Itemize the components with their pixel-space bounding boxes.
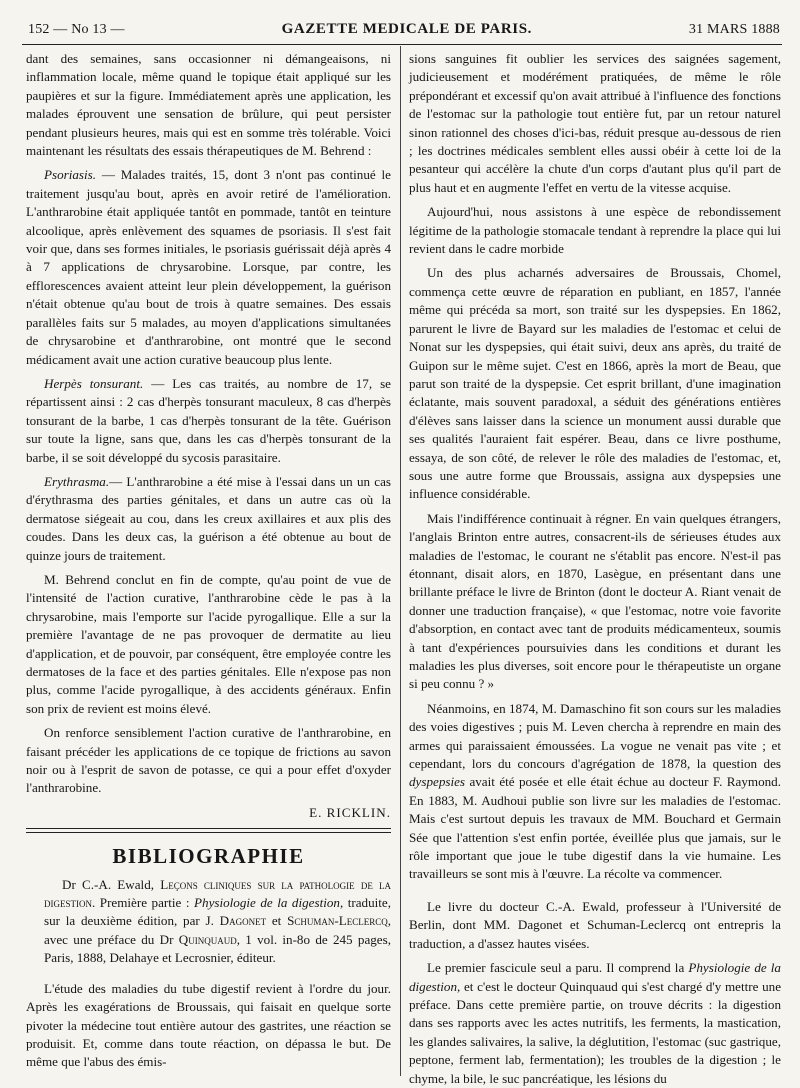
- paragraph-lead: Herpès tonsurant.: [44, 375, 144, 391]
- paragraph: Le livre du docteur C.-A. Ewald, professeur à l'Université de Berlin, dont MM. Dagonet et Schuman-Leclercq ont entrepris la traduction, a d'assez hautes visées.: [409, 898, 781, 951]
- paragraph: Aujourd'hui, nous assistons à une espèce de rebondissement légitime de la pathologie stomacale tendant à reprendre la place qui lui revient dans le cadre morbide: [409, 204, 781, 257]
- section-rule: [26, 832, 391, 833]
- paragraph-erythrasma: [26, 473, 391, 565]
- ref-preface-author: Quinquaud: [178, 931, 237, 947]
- column-divider: [400, 46, 401, 1076]
- paragraph-italic: dyspepsies: [409, 774, 466, 790]
- ref-text: et: [266, 913, 288, 929]
- paragraph-lead: Erythrasma.: [44, 473, 110, 489]
- journal-title: GAZETTE MEDICALE DE PARIS.: [281, 21, 532, 37]
- paragraph: On renforce sensiblement l'action curative de l'anthrarobine, en faisant précéder les applications de ce topique de frictions au savon noir ou à l'esprit de savon de potasse, ce qui a pour effet d'oxyder l'anthrarobine.: [26, 725, 391, 796]
- paragraph: Un des plus acharnés adversaires de Broussais, Chomel, commença cette œuvre de réparation en publiant, en 1857, l'année même qui précéda sa mort, son traité sur les dyspepsies. En 1862, parurent le livre de Bayard sur les maladies de l'estomac et celui de Nonat sur les dyspepsies, qui était suivi, deux ans après, du traité de Guipon sur le même sujet. C'est en 1866, après la mort de Beau, que parut son traité de la dyspepsie. Cet esprit brillant, d'une imagination éclatante, mais souvent paradoxal, a séduit des générations entières d'élèves sans laisser dans la science un monument aussi durable que ses qualités l'auraient fait espérer. Beau, dans ce livre posthume, essaya, de son côté, de relever le rôle des maladies de l'estomac, et, sous une autre forme que Broussais, assigna aux dyspepsies une influence considérable.: [409, 265, 781, 502]
- left-column: [26, 50, 391, 1076]
- paragraph-text: Le premier fascicule seul a paru. Il comprend la: [427, 960, 689, 976]
- paragraph: dant des semaines, sans occasionner ni démangeaisons, ni inflammation locale, même quand le topique était appliqué sur les paupières et sur la figure. Immédiatement après une application, les malades éprouvent une sensation de brûlure, qui peut persister pendant plusieurs heures, mais qui est en somme très tolérable. Voici maintenant les résultats des essais thérapeutiques de M. Behrend :: [26, 51, 391, 159]
- paragraph: [409, 700, 781, 884]
- paragraph-psoriasis: [26, 166, 391, 368]
- page-number: 152 — No 13 —: [28, 22, 125, 37]
- header-rule: [22, 44, 782, 45]
- paragraph: [409, 959, 781, 1088]
- paragraph-text: , et c'est le docteur Quinquaud qui s'est chargé d'y mettre une préface. Dans cette première partie, on trouve décrits : la digestion dans ses rapports avec les actes nutritifs, les ferments, la mastication, les glandes salivaires, la salive, la déglutition, l'estomac (suc gastrique, peptone, ferment lab, fermentation); les troubles de la digestion ; le chyme, la bile, le suc pancréatique, les lésions du: [409, 978, 781, 1086]
- ref-text: , traduite, sur la deuxième édition, par J.: [44, 895, 391, 929]
- paragraph: Mais l'indifférence continuait à régner. En vain quelques étrangers, l'anglais Brinton entre autres, consacrent-ils de sérieuses études aux maladies de l'estomac, le courant ne s'établit pas encore. N'est-il pas étonnant, disait alors, en 1870, Lasègue, en présentant dans une brillante préface le livre de Brinton (dont le docteur A. Riant venait de donner une traduction française), « que l'estomac, notre voie favorite d'absorption, en contact avec tant de produits médicamenteux, soumis à tant d'expériences poursuivies dans les conditions et durant les maladies les plus diverses, soit encore pour le thérapeutiste un organe si peu connu ? »: [409, 510, 781, 692]
- paragraph-lead: Psoriasis.: [44, 167, 97, 183]
- paragraph-text: — Les cas traités, au nombre de 17, se répartissent ainsi : 2 cas d'herpès tonsurant maculeux, 8 cas d'herpès tonsurant de la barbe, 1 cas d'herpès tonsurant de la tête. Guérison sur toute la ligne, sans que, dans les cas d'herpès tonsurant de la barbe, il se soit développé du sycosis parasitaire.: [26, 375, 391, 465]
- ref-translator: Dagonet: [219, 913, 267, 929]
- ref-text: . Première partie :: [92, 895, 195, 911]
- ref-title: Leçons cliniques sur la pathologie de la digestion: [44, 876, 392, 911]
- section-rule: [26, 828, 391, 829]
- paragraph-text: — Malades traités, 15, dont 3 n'ont pas continué le traitement jusqu'au bout, après en avoir retiré de l'amélioration. L'anthrarobine était appliquée tantôt en pommade, tantôt en teinture alcoolique, après enlèvement des squames de psoriasis. Il s'est fait voir que, dans ses formes initiales, le psoriasis guérissait déjà après 4 à 7 applications de chrysarobine. Lorsque, par contre, les efflorescences avaient atteint leur plein développement, la guérison n'était obtenue qu'au bout de trois à quatre semaines. Des essais parallèles faits sur 5 malades, au moyen d'applications simultanées de chrysarobine et d'anthrarobine, ont montré que le second médicament avait une action curative beaucoup plus lente.: [26, 167, 391, 367]
- issue-date: 31 MARS 1888: [688, 22, 780, 37]
- paragraph-text: — L'anthrarobine a été mise à l'essai dans un un cas d'érythrasma des parties génitales, et dans un autre cas où la dermatose siégeait au cou, dans les creux axillaires et aux plis des coudes. Dans les deux cas, la guérison a été obtenue au bout de quinze jours de traitement.: [26, 473, 391, 563]
- paragraph: M. Behrend conclut en fin de compte, qu'au point de vue de l'intensité de l'action curative, l'anthrarobine cède le pas à la chrysarobine, mais l'emporte sur l'acide pyrogallique. Elle a sur la première l'avantage de ne pas provoquer de dermatite au lieu d'application, et de pouvoir, par conséquent, être employée contre les dermatoses de la face et des parties génitales. Elle n'expose pas non plus, comme l'acide pyrogallique, à des accidents généraux. Enfin son prix de revient est moins élevé.: [26, 571, 391, 716]
- ref-text: , avec une préface du Dr: [44, 913, 392, 947]
- paragraph: sions sanguines fit oublier les services des saignées sagement, judicieusement et modérément pratiquées, de même le rôle prépondérant et excessif qu'on avait attribué à l'influence des fonctions de l'estomac sur la pathologie tout entière fut, par un retour naturel sinon rationnel des choses d'ici-bas, réduit presque au-dessous de rien ; les doctrines médicales semblent elles aussi obéir à cette loi de la pesanteur qui accélère la chute d'un corps d'autant plus qu'il part de plus haut et en augmente l'effet en vertu de la vitesse acquise.: [409, 51, 781, 195]
- page-header: [28, 10, 780, 38]
- paragraph-text: Néanmoins, en 1874, M. Damaschino fit son cours sur les maladies des voies digestives ; puis M. Leven chercha à reprendre en main des armes qui paraissaient émoussées. La vogue ne venait pas vite ; et cependant, lors du concours d'agrégation de 1878, la question des: [409, 700, 781, 772]
- paragraph-text: avait été posée et elle était échue au docteur F. Raymond. En 1883, M. Audhoui publie son livre sur les maladies de l'estomac. Mais c'est surtout depuis les travaux de MM. Bouchard et Germain Sée que l'attention s'est enfin portée, éveillée plus que jamais, sur le rôle important que joue le tube digestif dans la vie humaine. Les travailleurs se sont mis à l'œuvre. La récolte va commencer.: [409, 774, 781, 882]
- ref-subtitle: Physiologie de la digestion: [194, 895, 340, 911]
- ref-translator: Schuman-Leclercq: [287, 913, 388, 929]
- paragraph-italic: Physiologie de la digestion: [409, 960, 781, 994]
- bibliography-reference: Dr C.-A. Ewald, Leçons cliniques sur la pathologie de la digestion. Première partie : Physiologie de la digestion, traduite, sur la deuxième édition, par J. Dagonet et Schuman-Leclercq, avec une préface du Dr Quinquaud, 1 vol. in-8o de 245 pages, Paris, 1888, Delahaye et Lecrosnier, éditeur.: [44, 876, 392, 966]
- paragraph: L'étude des maladies du tube digestif revient à l'ordre du jour. Après les exagérations de Broussais, qui faisait en quelque sorte pivoter la médecine tout entière autour des gastrites, une réaction se produisit. Et, comme dans toute réaction, on dépassa le but. De même que l'abus des émis-: [26, 980, 391, 1070]
- author-signature: E. RICKLIN.: [309, 804, 391, 820]
- section-title: BIBLIOGRAPHIE: [112, 844, 305, 869]
- paragraph-herpes: [26, 375, 391, 467]
- right-column: [409, 50, 781, 1086]
- ref-text: , 1 vol. in-8o de 245 pages, Paris, 1888, Delahaye et Lecrosnier, éditeur.: [44, 931, 391, 966]
- ref-author: Dr C.-A. Ewald: [62, 876, 151, 892]
